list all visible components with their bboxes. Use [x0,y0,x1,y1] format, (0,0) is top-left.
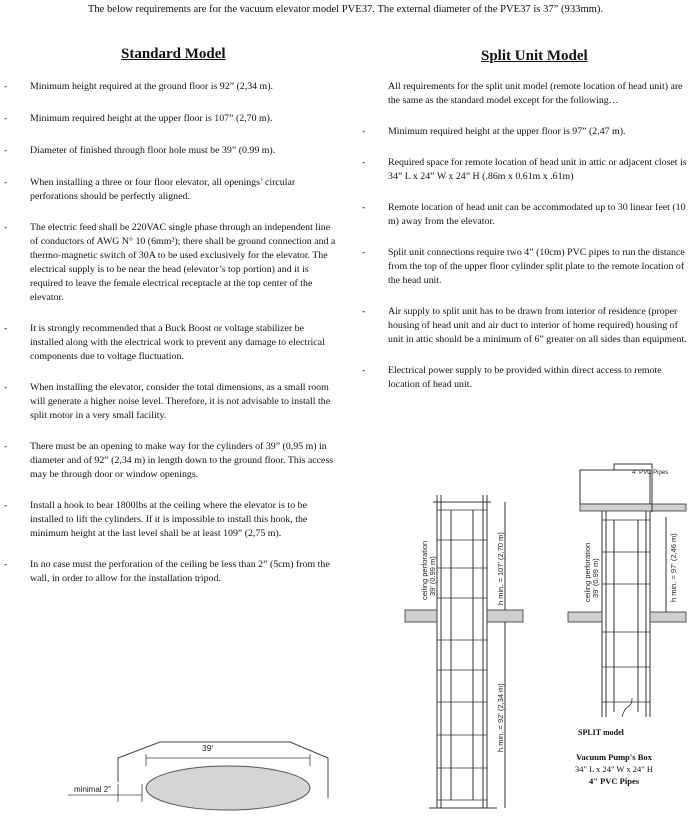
list-item: - Minimum height required at the ground floor is 92” (2,34 m). [4,81,273,92]
list-item: - Required space for remote location of head unit in attic or adjacent closet is 34” L x 24” W x 24” H (.86m x 0.61m x .61m) [362,157,687,182]
pump-box-title: Vacuum Pump's Box [576,752,652,762]
list-item: - Install a hook to bear 1800lbs at the ceiling where the elevator is to be installed to lift the cylinders. If it is impossible to install this hook, the minimum height at the last level shall be at least 109” (2,75 m). [4,500,308,539]
split-upper-min-height-label: h min. = 97' (2,46 m) [669,533,678,602]
split-model-label: SPLIT model [578,728,624,737]
list-item: - Electrical power supply to be provided within direct access to remote location of head unit. [362,365,662,390]
upper-min-height-label: h min. = 107' (2,70 m) [496,532,505,605]
perforation-dim-label: 39' (0.99 m) [428,556,437,596]
standard-list [4,80,338,586]
list-item: - When installing a three or four floor elevator, all openings’ circular perforations should be perfectly aligned. [4,177,296,202]
split-model-heading: Split Unit Model [481,48,588,64]
split-elevator-diagram [548,462,688,722]
standard-model-heading: Standard Model [121,46,226,62]
pvc-pipes-label: 4" PVC Pipes [632,470,669,476]
list-item: - Remote location of head unit can be accommodated up to 30 linear feet (10 m) away from the elevator. [362,202,686,227]
pump-box-pipes: 4" PVC Pipes [588,776,640,786]
pump-box-dimensions: 34" L x 24" W x 24" H [574,764,653,774]
split-ceiling-perforation-label: ceiling perforation [583,542,592,602]
split-list [362,80,687,392]
list-item: - Diameter of finished through floor hole must be 39” (0.99 m). [4,145,276,156]
list-item: - There must be an opening to make way for the cylinders of 39” (0,95 m) in diameter and of 92” (2,34 m) in length down to the ground floor. This access may be through door or window openings. [4,441,334,480]
list-item: - In no case must the perforation of the ceiling be less than 2” (5cm) from the wall, in order to allow for the installation tripod. [4,559,330,584]
list-item: - Minimum required height at the upper floor is 97” (2,47 m). [362,126,626,137]
minimal-gap-label: minimal 2” [74,785,111,794]
diameter-label: 39' [202,743,214,753]
list-item: - Air supply to split unit has to be drawn from interior of residence (proper housing of head unit and air duct to interior of home required) housing of unit in attic should be a minimum of 6” greater on all sides than equipment. [362,306,687,345]
floor-perforation-diagram [60,700,350,815]
split-perforation-dim-label: 39' (0.99 m) [591,558,600,598]
list-item: - Split unit connections require two 4” (10cm) PVC pipes to run the distance from the top of the upper floor cylinder split plate to the remote location of the head unit. [362,247,685,286]
list-item: - It is strongly recommended that a Buck Boost or voltage stabilizer be installed along with the electrical work to prevent any damage to electrical components due to voltage fluctuation. [4,323,325,362]
list-item: - Minimum required height at the upper floor is 107” (2,70 m). [4,113,273,124]
split-intro: All requirements for the split unit model (remote location of head unit) are the same as the standard model except for the following… [388,81,683,106]
pump-box-caption [540,751,688,787]
lower-min-height-label: h min. = 92' (2,34 m) [496,683,505,752]
ceiling-perforation-label: ceiling perforation [420,540,429,600]
list-item: - When installing the elevator, consider the total dimensions, as a small room will generate a higher noise level. Therefore, it is not advisable to install the split motor in a very small facility. [4,382,331,421]
intro-text: The below requirements are for the vacuum elevator model PVE37. The external diameter of the PVE37 is 37” (933mm). [87,4,604,15]
list-item: - The electric feed shall be 220VAC single phase through an independent line of conductors of AWG N° 10 (6mm²); there shall be ground connection and a thermo-magnetic switch of 30A to be used exclusively for the elevator. The electrical supply is to be near the head (elevator’s top portion) and it is required to leave the female electrical receptacle at the top center of the elevator. [4,222,336,303]
standard-elevator-diagram [405,490,535,815]
